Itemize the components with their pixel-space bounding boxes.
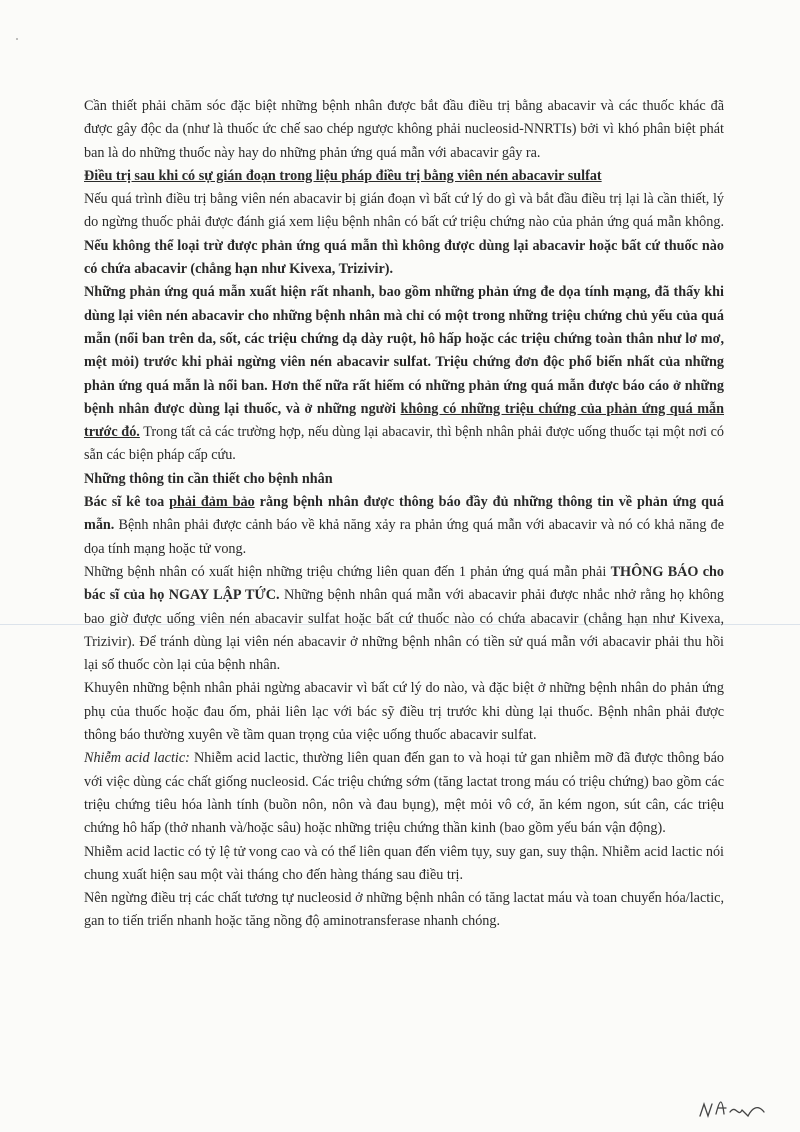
- document-body: [84, 95, 724, 934]
- paragraph-skin-toxicity: Cần thiết phải chăm sóc đặc biệt những bệnh nhân được bắt đầu điều trị bằng abacavir và các thuốc khác đã được gây độc da (như là thuốc ức chế sao chép ngược không phải nucleosid-NNRTIs) bởi vì khó phân biệt phát ban là do những thuốc này hay do những phản ứng quá mẫn với abacavir gây ra.: [84, 98, 724, 161]
- paragraph-notify-doctor: Những bệnh nhân có xuất hiện những triệu chứng liên quan đến 1 phản ứng quá mẫn phải THÔNG BÁO cho bác sĩ của họ NGAY LẬP TỨC. Những bệnh nhân quá mẫn với abacavir phải được nhắc nhở rằng họ không bao giờ được uống viên nén abacavir sulfat hoặc bất cứ thuốc nào có chứa abacavir (chẳng hạn như Kivexa, Trizivir). Để tránh dùng lại viên nén abacavir ở những bệnh nhân có tiền sử quá mẫn với abacavir phải thu hồi lại số thuốc còn lại của bệnh nhân.: [84, 563, 725, 674]
- paragraph-stop-abacavir: Khuyên những bệnh nhân phải ngừng abacavir vì bất cứ lý do nào, và đặc biệt ở những bệnh nhân do phản ứng phụ của thuốc hoặc đau ốm, phải liên lạc với bác sỹ điều trị trước khi dùng lại thuốc. Bệnh nhân phải được thông báo thường xuyên về tầm quan trọng của việc uống thuốc abacavir sulfat.: [84, 680, 724, 744]
- paragraph-prescriber-duty: Bác sĩ kê toa phải đảm bảo rằng bệnh nhân được thông báo đầy đủ những thông tin về phản ứng quá mẫn. Bệnh nhân phải được cảnh báo về khả năng xảy ra phản ứng quá mẫn với abacavir và nó có khả năng đe dọa tính mạng hoặc tử vong.: [84, 494, 725, 557]
- handwritten-initials-icon: [696, 1092, 768, 1124]
- section-heading-patient-information: Những thông tin cần thiết cho bệnh nhân: [84, 470, 333, 487]
- paragraph-lactic-acidosis: Nhiễm acid lactic: Nhiễm acid lactic, thường liên quan đến gan to và hoại tử gan nhiễm mỡ đã được thông báo với việc dùng các chất giống nucleosid. Các triệu chứng sớm (tăng lactat trong máu có triệu chứng) bao gồm các triệu chứng tiêu hóa lành tính (buồn nôn, nôn và đau bụng), mệt mỏi vô cớ, ăn kém ngon, sút cân, các triệu chứng hô hấp (thở nhanh và/hoặc sâu) hoặc những triệu chứng thần kinh (bao gồm yếu bán vận động).: [84, 750, 724, 837]
- paragraph-mortality: Nhiễm acid lactic có tỷ lệ tử vong cao và có thể liên quan đến viêm tụy, suy gan, suy thận. Nhiễm acid lactic nói chung xuất hiện sau một vài tháng cho đến hàng tháng sau điều trị.: [84, 843, 724, 883]
- paragraph-rapid-reactions: Những phản ứng quá mẫn xuất hiện rất nhanh, bao gồm những phản ứng đe dọa tính mạng, đã thấy khi dùng lại viên nén abacavir cho những bệnh nhân mà chỉ có một trong những triệu chứng chủ yếu của quá mẫn (nổi ban trên da, sốt, các triệu chứng dạ dày ruột, hô hấp hoặc các triệu chứng toàn thân như lơ mơ, mệt mỏi) trước khi phải ngừng viên nén abacavir sulfat. Triệu chứng đơn độc phổ biến nhất của những phản ứng quá mẫn là nổi ban. Hơn thế nữa rất hiếm có những phản ứng quá mẫn được báo cáo ở những bệnh nhân được dùng lại thuốc, và ở những người không có những triệu chứng của phản ứng quá mẫn trước đó. Trong tất cả các trường hợp, nếu dùng lại abacavir, thì bệnh nhân phải được uống thuốc tại một nơi có sẵn các biện pháp cấp cứu.: [84, 284, 725, 464]
- paragraph-restart-therapy: Nếu quá trình điều trị bằng viên nén abacavir bị gián đoạn vì bất cứ lý do gì và bắt đầu điều trị lại là cần thiết, lý do ngừng thuốc phải được đánh giá xem liệu bệnh nhân có bất cứ triệu chứng nào của phản ứng quá mẫn không. Nếu không thể loại trừ được phản ứng quá mẫn thì không được dùng lại abacavir hoặc bất cứ thuốc nào có chứa abacavir (chẳng hạn như Kivexa, Trizivir).: [84, 191, 724, 278]
- scan-speck: [16, 38, 18, 40]
- paragraph-stop-nucleoside: Nên ngừng điều trị các chất tương tự nucleosid ở những bệnh nhân có tăng lactat máu và toan chuyển hóa/lactic, gan to tiến triển nhanh hoặc tăng nồng độ aminotransferase nhanh chóng.: [84, 890, 724, 930]
- section-heading-treatment-interruption: Điều trị sau khi có sự gián đoạn trong liệu pháp điều trị bằng viên nén abacavir sulfat: [84, 167, 602, 184]
